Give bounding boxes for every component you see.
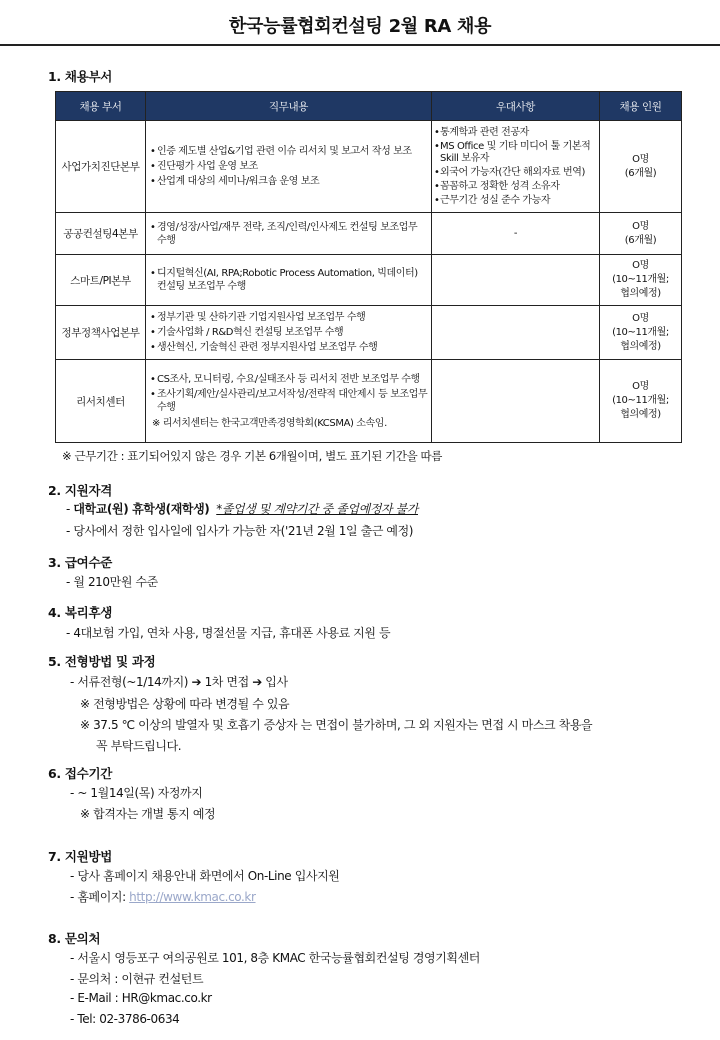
arrow-right-icon: ➔ bbox=[191, 675, 202, 689]
table-header-row bbox=[56, 92, 682, 121]
count-period: (10~11개월; bbox=[612, 326, 669, 338]
section-6-heading: 6. 접수기간 bbox=[48, 766, 112, 781]
title-divider bbox=[0, 44, 720, 46]
count-note: 협의예정) bbox=[620, 340, 661, 352]
duty-item: • 생산혁신, 기술혁신 관련 정부지원사업 보조업무 수행 bbox=[150, 341, 429, 354]
salary-line: - 월 210만원 수준 bbox=[66, 575, 158, 589]
apply-line: - 당사 홈페이지 채용안내 화면에서 On-Line 입사지원 bbox=[70, 869, 340, 883]
count-period: (10~11개월; bbox=[612, 395, 669, 406]
duty-item: • 디지털혁신(AI, RPA;Robotic Process Automation, 빅데이터) 컨설팅 보조업무 수행 bbox=[150, 267, 429, 293]
duties-cell bbox=[146, 213, 432, 255]
pref-item: • MS Office 및 기타 미디어 툴 기본적 Skill 보유자 bbox=[434, 141, 599, 165]
dept-cell: 정부정책사업본부 bbox=[56, 306, 146, 360]
contact-tel: - Tel: 02-3786-0634 bbox=[70, 1012, 180, 1026]
table-footnote: ※ 근무기간 : 표기되어있지 않은 경우 기본 6개월이며, 별도 표기된 기간을 따름 bbox=[62, 449, 442, 463]
dept-cell: 스마트/PI본부 bbox=[56, 255, 146, 306]
count-cell bbox=[600, 306, 682, 360]
table-row bbox=[56, 360, 682, 443]
duty-item: • 기술사업화 / R&D혁신 컨설팅 보조업무 수행 bbox=[150, 326, 429, 339]
prefs-cell bbox=[432, 306, 600, 360]
section-5-heading: 5. 전형방법 및 과정 bbox=[48, 654, 156, 669]
contact-email: - E-Mail : HR@kmac.co.kr bbox=[70, 991, 212, 1005]
count-period: (10~11개월; bbox=[612, 274, 669, 285]
count-value: O명 bbox=[632, 153, 649, 165]
header-dept: 채용 부서 bbox=[56, 92, 146, 121]
section-8-heading: 8. 문의처 bbox=[48, 931, 101, 946]
pref-item: • 통계학과 관련 전공자 bbox=[434, 127, 599, 139]
duties-cell bbox=[146, 255, 432, 306]
duties-cell bbox=[146, 360, 432, 443]
duty-item: • 조사기획/제안/실사관리/보고서작성/전략적 대안제시 등 보조업무 수행 bbox=[150, 388, 429, 414]
count-note: 협의예정) bbox=[620, 288, 661, 299]
duty-item: • 산업계 대상의 세미나/워크숍 운영 보조 bbox=[150, 175, 429, 188]
pref-item: • 꼼꼼하고 정확한 성격 소유자 bbox=[434, 181, 599, 193]
period-note: ※ 합격자는 개별 통지 예정 bbox=[80, 807, 216, 821]
count-value: O명 bbox=[632, 312, 649, 324]
duty-note: ※ 리서치센터는 한국고객만족경영학회(KCSMA) 소속임. bbox=[152, 417, 387, 429]
step-document: - 서류전형(~1/14까지) bbox=[70, 675, 189, 689]
count-value: O명 bbox=[632, 220, 649, 232]
process-steps bbox=[70, 673, 288, 690]
section-7-heading: 7. 지원방법 bbox=[48, 849, 112, 864]
homepage-label: - 홈페이지: bbox=[70, 890, 130, 904]
table-row bbox=[56, 255, 682, 306]
count-value: O명 bbox=[632, 381, 649, 392]
dept-cell: 리서치센터 bbox=[56, 360, 146, 443]
count-value: O명 bbox=[632, 260, 649, 271]
duty-item: • 인증 제도별 산업&기업 관련 이슈 리서치 및 보고서 작성 보조 bbox=[150, 145, 429, 158]
table-row bbox=[56, 213, 682, 255]
header-count: 채용 인원 bbox=[600, 92, 682, 121]
contact-person: - 문의처 : 이현규 컨설턴트 bbox=[70, 972, 204, 986]
process-note-1: ※ 전형방법은 상황에 따라 변경될 수 있음 bbox=[80, 697, 290, 711]
duty-item: • CS조사, 모니터링, 수요/실태조사 등 리서치 전반 보조업무 수행 bbox=[150, 373, 429, 386]
qualification-line-2: - 당사에서 정한 입사일에 입사가 가능한 자('21년 2월 1일 출근 예정) bbox=[66, 524, 414, 538]
duty-item: • 진단평가 사업 운영 보조 bbox=[150, 160, 429, 173]
qualification-line-1 bbox=[66, 500, 418, 517]
homepage-link[interactable]: http://www.kmac.co.kr bbox=[129, 890, 256, 904]
qualification-restriction: *졸업생 및 계약기간 중 졸업예정자 불가 bbox=[216, 502, 418, 516]
count-cell bbox=[600, 360, 682, 443]
homepage-line bbox=[70, 888, 256, 905]
pref-item: • 근무기간 성실 준수 가능자 bbox=[434, 195, 599, 207]
step-interview: 1차 면접 bbox=[204, 675, 249, 689]
duty-item: • 정부기관 및 산하기관 기업지원사업 보조업무 수행 bbox=[150, 311, 429, 324]
duties-cell bbox=[146, 121, 432, 213]
dept-cell: 공공컨설팅4본부 bbox=[56, 213, 146, 255]
period-line: - ~ 1월14일(목) 자정까지 bbox=[70, 786, 203, 800]
step-join: 입사 bbox=[265, 675, 288, 689]
table-row bbox=[56, 121, 682, 213]
section-3-heading: 3. 급여수준 bbox=[48, 555, 112, 570]
qualification-main: 대학교(원) 휴학생(재학생) bbox=[73, 502, 210, 516]
prefs-cell: - bbox=[432, 213, 600, 255]
table-row bbox=[56, 306, 682, 360]
count-cell bbox=[600, 255, 682, 306]
duty-item: • 경영/성장/사업/재무 전략, 조직/인력/인사제도 컨설팅 보조업무 수행 bbox=[150, 221, 429, 247]
prefs-cell bbox=[432, 360, 600, 443]
section-2-heading: 2. 지원자격 bbox=[48, 483, 112, 498]
count-period: (6개월) bbox=[624, 234, 657, 246]
recruit-table bbox=[55, 91, 682, 443]
prefs-cell bbox=[432, 255, 600, 306]
dept-cell: 사업가치진단본부 bbox=[56, 121, 146, 213]
bullet-dash: - bbox=[66, 502, 74, 516]
process-note-2: ※ 37.5 ℃ 이상의 발열자 및 호흡기 증상자 는 면접이 불가하며, 그 외 지원자는 면접 시 마스크 착용을 bbox=[80, 718, 593, 732]
count-cell bbox=[600, 213, 682, 255]
benefits-line: - 4대보험 가입, 연차 사용, 명절선물 지급, 휴대폰 사용료 지원 등 bbox=[66, 626, 391, 640]
page-title: 한국능률협회컨설팅 2월 RA 채용 bbox=[228, 16, 492, 37]
count-cell bbox=[600, 121, 682, 213]
contact-address: - 서울시 영등포구 여의공원로 101, 8층 KMAC 한국능률협회컨설팅 경영기획센터 bbox=[70, 951, 480, 965]
duties-cell bbox=[146, 306, 432, 360]
header-duties: 직무내용 bbox=[146, 92, 432, 121]
arrow-right-icon: ➔ bbox=[252, 675, 262, 689]
section-1-heading: 1. 채용부서 bbox=[48, 69, 112, 84]
prefs-cell bbox=[432, 121, 600, 213]
header-prefs: 우대사항 bbox=[432, 92, 600, 121]
count-period: (6개월) bbox=[624, 167, 657, 179]
pref-item: • 외국어 가능자(간단 해외자료 번역) bbox=[434, 167, 599, 179]
process-note-2-cont: 꼭 부탁드립니다. bbox=[96, 739, 182, 753]
section-4-heading: 4. 복리후생 bbox=[48, 605, 112, 620]
count-note: 협의예정) bbox=[620, 409, 661, 420]
